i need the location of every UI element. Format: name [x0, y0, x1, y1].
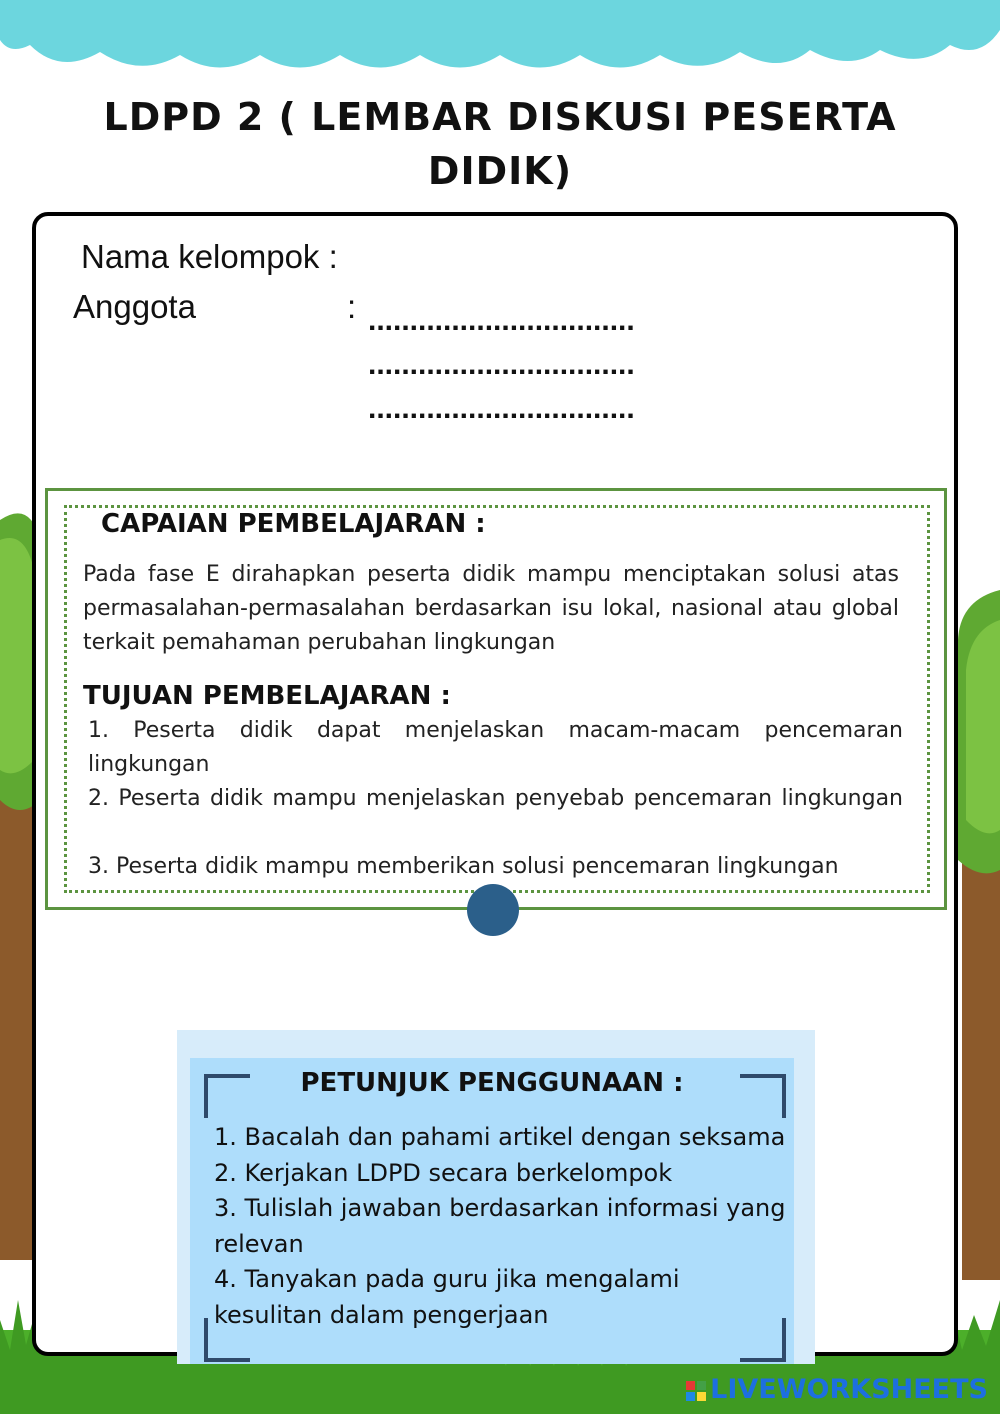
- petunjuk-list: [214, 1120, 794, 1333]
- tujuan-item-2: 2. Peserta didik mampu menjelaskan penyebab pencemaran lingkungan: [88, 786, 903, 811]
- member-line-3[interactable]: ................................: [368, 392, 635, 425]
- right-tree-illustration: [958, 590, 1000, 1280]
- members-label: Anggota: [73, 288, 196, 325]
- tujuan-item-3: 3. Peserta didik mampu memberikan solusi pencemaran lingkungan: [88, 854, 839, 879]
- petunjuk-heading: PETUNJUK PENGGUNAAN :: [300, 1068, 684, 1098]
- members-colon: :: [347, 288, 357, 325]
- page-title: LDPD 2 ( LEMBAR DISKUSI PESERTA DIDIK): [103, 95, 897, 193]
- capaian-text: Pada fase E dirahapkan peserta didik mampu menciptakan solusi atas permasalahan-permasalahan berdasarkan isu lokal, nasional atau global terkait pemahaman perubahan lingkungan: [83, 562, 899, 655]
- petunjuk-item-2: 2. Kerjakan LDPD secara berkelompok: [214, 1158, 673, 1187]
- tujuan-heading: TUJUAN PEMBELAJARAN :: [83, 681, 451, 711]
- member-line-1[interactable]: ................................: [368, 304, 635, 337]
- hanger-knob: [467, 884, 519, 936]
- capaian-heading: CAPAIAN PEMBELAJARAN :: [101, 509, 486, 539]
- liveworksheets-logo-icon: [686, 1381, 706, 1401]
- tujuan-item-1: 1. Peserta didik dapat menjelaskan macam-macam pencemaran lingkungan: [88, 718, 903, 777]
- watermark-text: LIVEWORKSHEETS: [710, 1374, 988, 1405]
- petunjuk-item-3: 3. Tulislah jawaban berdasarkan informasi yang relevan: [214, 1194, 786, 1258]
- cloud-border: [0, 0, 1000, 68]
- liveworksheets-watermark: [686, 1374, 988, 1405]
- petunjuk-item-4: 4. Tanyakan pada guru jika mengalami kesulitan dalam pengerjaan: [214, 1265, 680, 1329]
- member-line-2[interactable]: ................................: [368, 348, 635, 381]
- petunjuk-item-1: 1. Bacalah dan pahami artikel dengan seksama: [214, 1123, 786, 1151]
- group-name-label: Nama kelompok :: [81, 238, 338, 275]
